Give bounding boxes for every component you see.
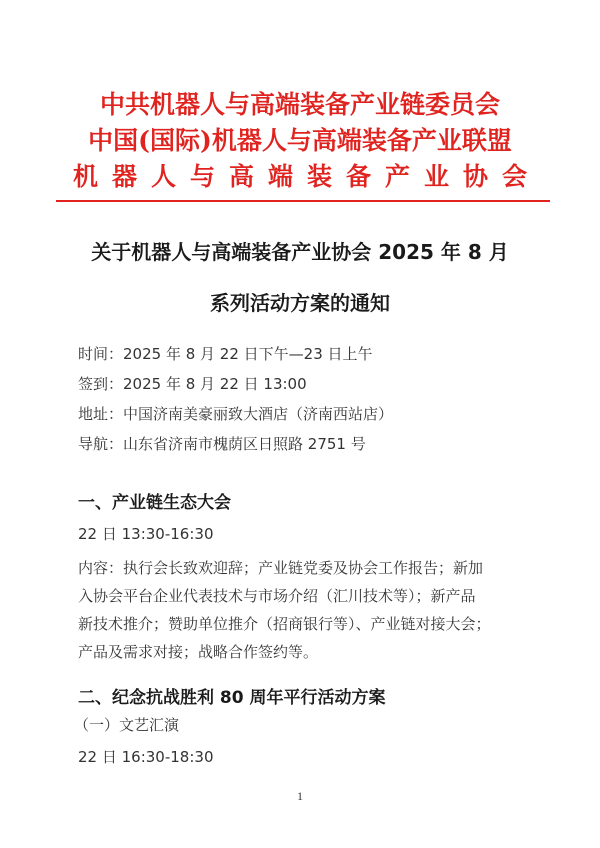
content-line: 新技术推介；赞助单位推介（招商银行等）、产业链对接大会； (78, 615, 491, 633)
navigation-address: 导航：山东省济南市槐荫区日照路 2751 号 (78, 435, 366, 453)
content-line: 入协会平台企业代表技术与市场介绍（汇川技术等）；新产品 (78, 587, 476, 605)
section-heading-ecosystem-conference: 一、产业链生态大会 (78, 493, 231, 513)
red-header-rule (56, 200, 550, 202)
notice-title-line-1: 关于机器人与高端装备产业协会 2025 年 8 月 (91, 240, 509, 264)
section-content-ecosystem-conference (78, 554, 523, 666)
subsection-heading-performance: （一）文艺汇演 (74, 716, 180, 734)
content-line: 产品及需求对接；战略合作签约等。 (78, 643, 319, 661)
event-address: 地址：中国济南美豪丽致大酒店（济南西站店） (78, 405, 394, 423)
event-time: 时间：2025 年 8 月 22 日下午—23 日上午 (78, 345, 373, 363)
section-time-performance: 22 日 16:30-18:30 (78, 748, 214, 766)
section-time-ecosystem-conference: 22 日 13:30-16:30 (78, 525, 214, 543)
notice-title-line-2: 系列活动方案的通知 (210, 291, 390, 315)
page-number: 1 (297, 789, 303, 803)
org-name-line-2: 中国(国际)机器人与高端装备产业联盟 (88, 126, 512, 155)
check-in-time: 签到：2025 年 8 月 22 日 13:00 (78, 375, 307, 393)
org-name-line-3: 机器人与高端装备产业协会 (72, 162, 541, 191)
org-name-line-1: 中共机器人与高端装备产业链委员会 (99, 90, 500, 119)
content-line: 内容：执行会长致欢迎辞；产业链党委及协会工作报告；新加 (78, 559, 484, 577)
section-heading-anniversary-activities: 二、纪念抗战胜利 80 周年平行活动方案 (78, 688, 386, 708)
